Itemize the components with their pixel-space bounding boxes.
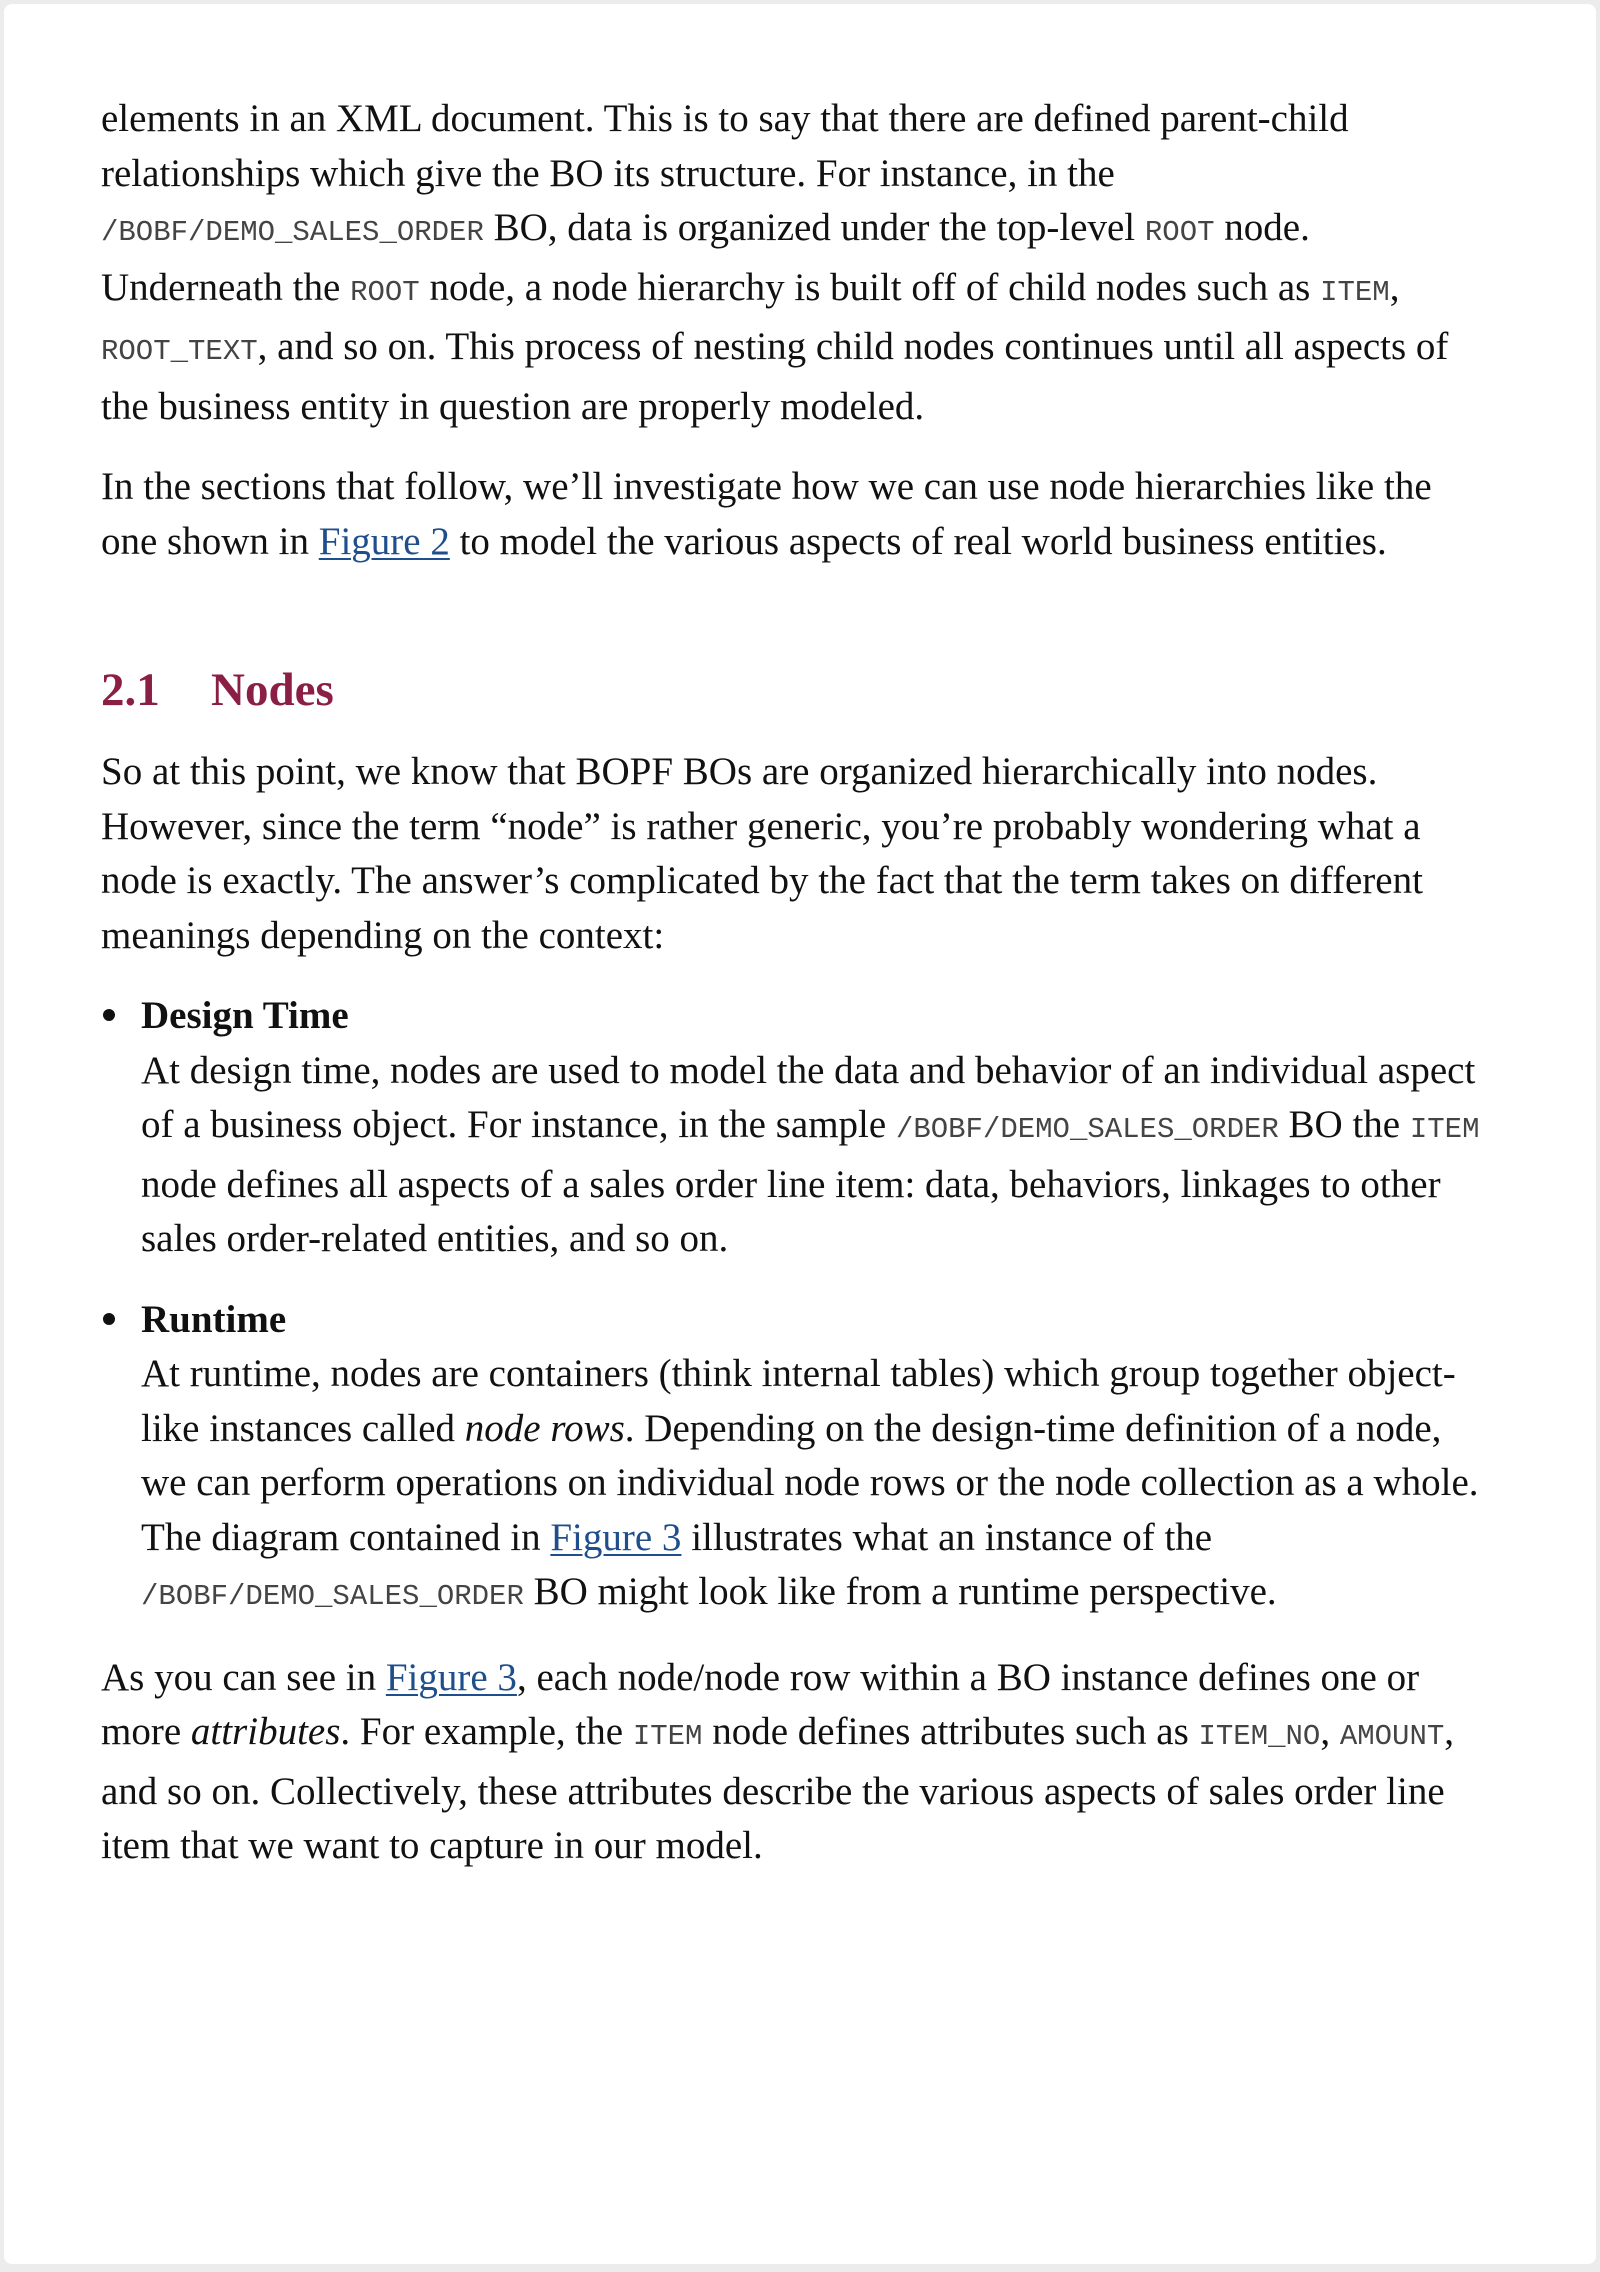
text-run: . For example, the xyxy=(340,1710,633,1753)
text-run: node, a node hierarchy is built off of child nodes such as xyxy=(419,265,1321,309)
list-item-runtime xyxy=(101,1293,1496,1625)
text-run: node. Underneath the xyxy=(101,206,1310,309)
document-page xyxy=(4,4,1596,2264)
text-run: illustrates what an instance of the xyxy=(681,1515,1213,1559)
code-item-node: ITEM xyxy=(1409,1113,1480,1146)
text-run: BO might look like from a runtime perspective. xyxy=(523,1570,1277,1613)
figure-3-link[interactable]: Figure 3 xyxy=(385,1655,517,1699)
code-root-node: ROOT xyxy=(1144,216,1215,249)
code-bo-name: /BOBF/DEMO_SALES_ORDER xyxy=(895,1113,1279,1146)
text-run: , and so on. This process of nesting child nodes continues until all aspects of the business entity in question are properly modeled. xyxy=(101,325,1449,428)
section-title: Nodes xyxy=(211,664,334,716)
text-run: node defines attributes such as xyxy=(702,1710,1199,1753)
node-context-list xyxy=(101,989,1496,1625)
figure-3-link[interactable]: Figure 3 xyxy=(550,1515,682,1559)
text-run: As you can see in xyxy=(101,1655,386,1699)
bullet-icon xyxy=(103,1313,115,1325)
list-term: Runtime xyxy=(141,1297,287,1341)
paragraph-bo-hierarchy xyxy=(101,92,1496,434)
text-run: to model the various aspects of real world business entities. xyxy=(449,519,1387,563)
code-item-node: ITEM xyxy=(1320,275,1390,309)
text-run: . Depending on the design-time definition of a node, we can perform operations on individual node rows or the node collection as a whole. The diagram contained in xyxy=(141,1406,1479,1559)
list-term: Design Time xyxy=(141,994,349,1037)
list-item-design-time xyxy=(101,989,1496,1267)
text-run: , xyxy=(1320,1710,1340,1753)
section-heading xyxy=(101,661,1496,719)
paragraph-node-meaning: So at this point, we know that BOPF BOs are organized hierarchically into nodes. However, since the term “node” is rather generic, you’re probably wondering what a node is exactly. The answer’s complicated by the fact that the term takes on different meanings depending on the context: xyxy=(101,750,1423,957)
paragraph-sections-intro xyxy=(101,460,1496,569)
code-bo-name: /BOBF/DEMO_SALES_ORDER xyxy=(141,1580,524,1613)
text-run: At runtime, nodes are containers (think internal tables) which group together object-like instances called xyxy=(141,1352,1456,1450)
text-run: , xyxy=(1389,265,1400,309)
text-run: , and so on. Collectively, these attributes describe the various aspects of sales order line item that we want to capture in our model. xyxy=(101,1710,1454,1867)
emphasis-attributes: attributes xyxy=(190,1710,341,1753)
code-item-no: ITEM_NO xyxy=(1198,1720,1321,1753)
bullet-icon xyxy=(103,1009,115,1021)
code-bo-name: /BOBF/DEMO_SALES_ORDER xyxy=(101,216,484,249)
text-run: At design time, nodes are used to model the data and behavior of an individual aspect of a business object. For instance, in the sample xyxy=(141,1048,1476,1146)
text-run: BO, data is organized under the top-level xyxy=(483,206,1145,249)
text-run: BO the xyxy=(1278,1103,1410,1146)
code-root-text-node: ROOT_TEXT xyxy=(101,335,258,368)
emphasis-node-rows: node rows xyxy=(464,1406,625,1450)
figure-2-link[interactable]: Figure 2 xyxy=(318,519,450,563)
text-run: , each node/node row within a BO instance defines one or more xyxy=(101,1655,1420,1753)
code-item-node: ITEM xyxy=(632,1720,703,1753)
text-run: node defines all aspects of a sales order line item: data, behaviors, linkages to other sales order-related entities, and so on. xyxy=(141,1162,1441,1260)
text-run: elements in an XML document. This is to say that there are defined parent-child relationships which give the BO its structure. For instance, in the xyxy=(101,97,1349,195)
text-run: In the sections that follow, we’ll investigate how we can use node hierarchies like the one shown in xyxy=(101,465,1432,563)
code-root-node: ROOT xyxy=(350,275,420,309)
paragraph-attributes xyxy=(101,1651,1496,1874)
code-amount: AMOUNT xyxy=(1339,1720,1445,1753)
section-number: 2.1 xyxy=(101,664,160,716)
